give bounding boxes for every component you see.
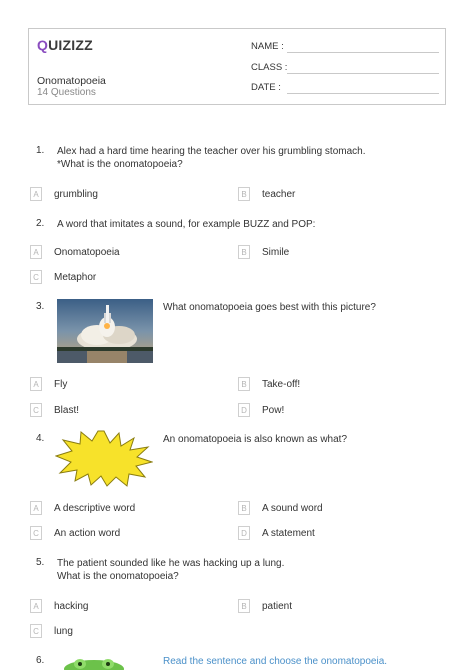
option-d[interactable] bbox=[238, 526, 315, 540]
question-line: An onomatopoeia is also known as what? bbox=[163, 434, 348, 445]
option-label: Take-off! bbox=[262, 378, 301, 390]
question-line: A word that imitates a sound, for example BUZZ and POP: bbox=[57, 219, 316, 230]
option-label: Simile bbox=[262, 246, 290, 258]
question-number: 5. bbox=[36, 557, 45, 568]
quizizz-logo: QUIZIZZ bbox=[37, 37, 93, 53]
option-b[interactable] bbox=[238, 599, 292, 613]
option-label: Metaphor bbox=[54, 271, 97, 283]
option-letter: A bbox=[30, 377, 42, 391]
option-b[interactable] bbox=[238, 501, 323, 515]
option-c[interactable] bbox=[30, 526, 120, 540]
starburst-image bbox=[55, 429, 153, 487]
option-letter: D bbox=[238, 403, 250, 417]
rocket-launch-image bbox=[57, 299, 153, 363]
option-label: grumbling bbox=[54, 188, 98, 200]
option-letter: B bbox=[238, 245, 250, 259]
question-line: *What is the onomatopoeia? bbox=[57, 159, 183, 170]
option-letter: A bbox=[30, 501, 42, 515]
option-label: lung bbox=[54, 625, 73, 637]
worksheet-header bbox=[28, 28, 446, 105]
question-text bbox=[57, 557, 284, 583]
option-letter: B bbox=[238, 377, 250, 391]
option-label: An action word bbox=[54, 527, 121, 539]
quiz-title: Onomatopoeia bbox=[37, 75, 106, 87]
option-letter: B bbox=[238, 599, 250, 613]
option-b[interactable] bbox=[238, 377, 300, 391]
question-line: The patient sounded like he was hacking up a lung. bbox=[57, 558, 285, 569]
question-text bbox=[163, 433, 347, 446]
question-line: What is the onomatopoeia? bbox=[57, 571, 179, 582]
option-c[interactable] bbox=[30, 403, 79, 417]
option-label: hacking bbox=[54, 600, 89, 612]
question-line: What onomatopoeia goes best with this picture? bbox=[163, 302, 376, 313]
option-letter: C bbox=[30, 526, 42, 540]
option-letter: C bbox=[30, 624, 42, 638]
option-label: teacher bbox=[262, 188, 296, 200]
option-letter: D bbox=[238, 526, 250, 540]
option-b[interactable] bbox=[238, 245, 289, 259]
option-letter: B bbox=[238, 187, 250, 201]
question-line: Alex had a hard time hearing the teacher over his grumbling stomach. bbox=[57, 146, 366, 157]
option-letter: A bbox=[30, 245, 42, 259]
option-a[interactable] bbox=[30, 377, 67, 391]
name-line bbox=[287, 52, 439, 53]
date-field bbox=[251, 82, 281, 93]
option-letter: A bbox=[30, 187, 42, 201]
name-field bbox=[251, 41, 284, 52]
date-line bbox=[287, 93, 439, 94]
option-a[interactable] bbox=[30, 245, 120, 259]
question-number: 3. bbox=[36, 301, 45, 312]
option-letter: C bbox=[30, 270, 42, 284]
option-letter: B bbox=[238, 501, 250, 515]
option-label: Fly bbox=[54, 378, 68, 390]
question-number: 2. bbox=[36, 218, 45, 229]
question-line: Read the sentence and choose the onomatopoeia. bbox=[163, 656, 388, 667]
option-label: Blast! bbox=[54, 404, 80, 416]
option-label: patient bbox=[262, 600, 293, 612]
class-field bbox=[251, 62, 287, 73]
question-text bbox=[57, 145, 366, 171]
option-label: A sound word bbox=[262, 502, 323, 514]
option-label: A statement bbox=[262, 527, 315, 539]
class-line bbox=[287, 73, 439, 74]
option-a[interactable] bbox=[30, 187, 98, 201]
option-a[interactable] bbox=[30, 501, 135, 515]
option-a[interactable] bbox=[30, 599, 88, 613]
option-letter: A bbox=[30, 599, 42, 613]
question-text bbox=[57, 218, 315, 231]
option-b[interactable] bbox=[238, 187, 295, 201]
question-text bbox=[163, 301, 376, 314]
option-letter: C bbox=[30, 403, 42, 417]
question-count: 14 Questions bbox=[37, 87, 96, 98]
option-label: Pow! bbox=[262, 404, 285, 416]
question-number: 4. bbox=[36, 433, 45, 444]
option-label: Onomatopoeia bbox=[54, 246, 120, 258]
frog-image bbox=[60, 657, 128, 670]
option-c[interactable] bbox=[30, 624, 73, 638]
name-label: NAME : bbox=[251, 41, 284, 52]
question-number: 1. bbox=[36, 145, 45, 156]
option-d[interactable] bbox=[238, 403, 284, 417]
option-label: A descriptive word bbox=[54, 502, 136, 514]
question-text bbox=[163, 655, 387, 668]
option-c[interactable] bbox=[30, 270, 96, 284]
question-number: 6. bbox=[36, 655, 45, 666]
class-label: CLASS : bbox=[251, 62, 288, 73]
date-label: DATE : bbox=[251, 82, 281, 93]
